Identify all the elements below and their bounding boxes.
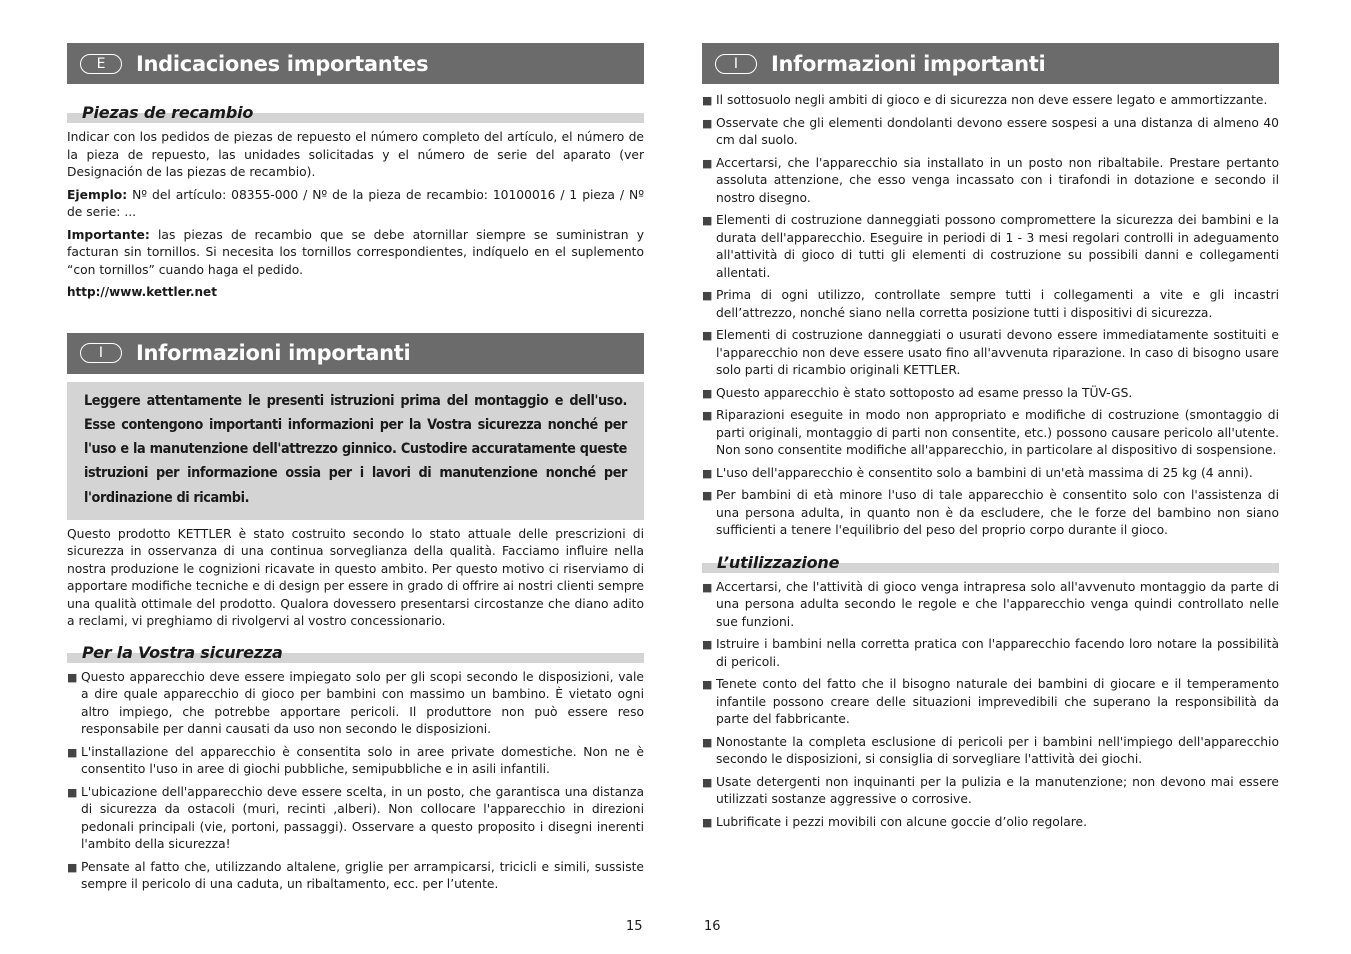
bullet-icon: ■	[702, 815, 713, 829]
section-header-spanish	[67, 43, 644, 84]
bullet-icon: ■	[67, 670, 78, 684]
subheading-usage	[702, 552, 1279, 573]
example-label: Ejemplo:	[67, 187, 128, 202]
list-item: ■ Istruire i bambini nella corretta pratica con l'apparecchio facendo loro notare la possibilità di pericoli.	[702, 637, 1279, 669]
list-item: ■ Il sottosuolo negli ambiti di gioco e di sicurezza non deve essere legato e ammortizzante.	[702, 92, 1279, 110]
section-header-italian	[67, 333, 644, 374]
list-item: ■ L'ubicazione dell'apparecchio deve essere scelta, in un posto, che garantisca una distanza di sicurezza da ostacoli (muri, recinti ,alberi). Non collocare l'apparecchio in direzioni pedonali principali (vie, portoni, passaggi). Osservare a questo proposito i disegni inerenti l'ambito della sicurezza!	[67, 784, 644, 852]
list-item: ■ Nonostante la completa esclusione di pericoli per i bambini nell'impiego dell'apparecchio secondo le disposizioni, si consiglia di sorvegliare l'attività dei giochi.	[702, 734, 1279, 766]
bullet-icon: ■	[702, 386, 713, 400]
bullet-icon: ■	[702, 775, 713, 789]
page-number-right: 16	[704, 919, 721, 934]
left-page	[67, 43, 644, 899]
list-item: ■ Tenete conto del fatto che il bisogno naturale dei bambini di giocare e il temperamento infantile possono creare delle situazioni imprevedibili che superano la responsibilità da parte del fabbricante.	[702, 677, 1279, 726]
list-item: ■ Per bambini di età minore l'uso di tale apparecchio è consentito solo con l'assistenza di una persona adulta, in quanto non è da escludere, che le forze del bambino non siano sufficienti a tenere l'equilibrio del peso del proprio corpo durante il gioco.	[702, 488, 1279, 537]
bullet-icon: ■	[702, 580, 713, 594]
list-item: ■ Osservate che gli elementi dondolanti devono essere sospesi a una distanza di almeno 40 cm dal suolo.	[702, 115, 1279, 147]
example-text: Nº del artículo: 08355-000 / Nº de la pieza de recambio: 10100016 / 1 pieza / Nº de serie: ...	[67, 187, 644, 219]
bullet-icon: ■	[702, 116, 713, 130]
warning-text: Leggere attentamente le presenti istruzioni prima del montaggio e dell'uso. Esse contengono importanti informazioni per la Vostra sicurezza nonché per l'uso e la manutenzione dell'attrezzo ginnico. Custodire accuratamente queste istruzioni per informazione ossia per i lavori di manutenzione nonché per l'ordinazione di ricambi.	[84, 392, 627, 506]
subheading-text: Piezas de recambio	[82, 103, 254, 122]
important-label: Importante:	[67, 227, 150, 242]
bullet-icon: ■	[702, 678, 713, 691]
bullet-icon: ■	[702, 409, 713, 422]
bullet-icon: ■	[702, 735, 713, 749]
language-code-badge: I	[80, 343, 122, 363]
bullet-icon: ■	[702, 214, 713, 227]
important-text: las piezas de recambio que se debe atornillar siempre se suministran y facturan sin tornillos. Si necesita los tornillos correspondientes, indíquelo en el suplemento “con tornillos” cuando haga el pedido.	[67, 227, 644, 277]
subheading-text: L’utilizzazione	[717, 552, 840, 572]
subheading-safety	[67, 642, 644, 663]
intro-paragraph: Questo prodotto KETTLER è stato costruito secondo lo stato attuale delle prescrizioni di sicurezza in osservanza di una continua sorveglianza della qualità. Facciamo influire nella nostra produzione le cognizioni ricavate in questo ambito. Per questo motivo ci riserviamo di apportare modifiche tecniche e di design per essere in grado di offrire ai nostri clienti sempre una qualità ottimale del prodotto. Qualora dovessero presentarsi circostanze che diano adito a reclami, vi preghiamo di rivolgervi al vostro concessionario.	[67, 526, 644, 629]
subheading-spare-parts	[67, 102, 644, 123]
bullet-icon: ■	[67, 785, 78, 799]
example-paragraph	[67, 187, 644, 222]
bullet-icon: ■	[702, 156, 713, 170]
page-number-left: 15	[626, 919, 643, 934]
list-item: ■ L'uso dell'apparecchio è consentito solo a bambini di un'età massima di 25 kg (4 anni).	[702, 465, 1279, 483]
bullet-icon: ■	[702, 489, 713, 502]
list-item: ■ Usate detergenti non inquinanti per la pulizia e la manutenzione; non devono mai essere utilizzati sostanze aggressive o corrosive.	[702, 774, 1279, 806]
section-title: Indicaciones importantes	[136, 51, 429, 76]
bullet-icon: ■	[702, 329, 713, 342]
subheading-text: Per la Vostra sicurezza	[82, 642, 283, 662]
list-item: ■ Accertarsi, che l'attività di gioco venga intrapresa solo all'avvenuto montaggio da parte di una persona adulta secondo le regole e che l'apparecchio venga quindi controllato nelle sue funzioni.	[702, 579, 1279, 629]
list-item: ■ Questo apparecchio è stato sottoposto ad esame presso la TÜV-GS.	[702, 385, 1279, 403]
safety-bullet-list	[67, 669, 644, 894]
list-item: ■ Lubrificate i pezzi movibili con alcune goccie d’olio regolare.	[702, 814, 1279, 832]
section-title: Informazioni importanti	[771, 51, 1046, 76]
list-item: ■ Questo apparecchio deve essere impiegato solo per gli scopi secondo le disposizioni, vale a dire quale apparecchio di gioco per bambini con massimo un bambino. È vietato ogni altro impiego, che potrebbe apportare pericoli. Il produttore non può essere reso responsabile per danni causati da uso non secondo le disposizioni.	[67, 669, 644, 737]
bullet-icon: ■	[702, 466, 713, 480]
list-item: ■ Riparazioni eseguite in modo non appropriato e modifiche di costruzione (smontaggio di parti originali, montaggio di parti non consentite, etc.) possono causare pericolo all'utente. Non sono consentite modifiche all'apparecchio, in particolare al dispositivo di sospensione.	[702, 408, 1279, 457]
usage-bullet-list	[702, 579, 1279, 832]
bullet-icon: ■	[67, 860, 78, 874]
bullet-icon: ■	[67, 745, 78, 759]
section-header-italian	[702, 43, 1279, 84]
list-item: ■ Elementi di costruzione danneggiati o usurati devono essere immediatamente sostituiti e l'apparecchio non deve essere usato fino all'avvenuta riparazione. In caso di bisogno usare solo parti di ricambio originali KETTLER.	[702, 328, 1279, 377]
section-title: Informazioni importanti	[136, 341, 411, 365]
bullet-icon: ■	[702, 638, 713, 651]
list-item: ■ Accertarsi, che l'apparecchio sia installato in un posto non ribaltabile. Prestare pertanto assoluta attenzione, che esso venga incassato con i tirafondi in dotazione e secondo il nostro disegno.	[702, 155, 1279, 205]
website-link[interactable]: http://www.kettler.net	[67, 285, 217, 299]
safety-bullet-list	[702, 92, 1279, 540]
list-item: ■ Elementi di costruzione danneggiati possono compromettere la sicurezza dei bambini e la durata dell'apparecchio. Eseguire in periodi di 1 - 3 mesi regolari controlli in adeguamento all'attività di gioco di tutti gli elementi di costruzione su possibili danni e collegamenti allentati.	[702, 213, 1279, 280]
list-item: ■ L'installazione del apparecchio è consentita solo in aree private domestiche. Non ne è consentito l'uso in aree di giochi pubbliche, semipubbliche e in asili infantili.	[67, 744, 644, 777]
bullet-icon: ■	[702, 289, 713, 302]
warning-box	[67, 382, 644, 520]
language-code-badge: E	[80, 54, 122, 74]
list-item: ■ Prima di ogni utilizzo, controllate sempre tutti i collegamenti a vite e gli incastri dell’attrezzo, nonché siano nella corretta posizione tutti i dispositivi di sicurezza.	[702, 288, 1279, 320]
important-paragraph	[67, 227, 644, 280]
spare-parts-paragraph: Indicar con los pedidos de piezas de repuesto el número completo del artículo, el número de la pieza de repuesto, las unidades solicitadas y el número de serie del aparato (ver Designación de las piezas de recambio).	[67, 130, 644, 179]
list-item: ■ Pensate al fatto che, utilizzando altalene, griglie per arrampicarsi, tricicli e simili, sussiste sempre il pericolo di una caduta, un ribaltamento, ecc. per l’utente.	[67, 859, 644, 892]
bullet-icon: ■	[702, 94, 713, 107]
language-code-badge: I	[715, 54, 757, 74]
right-page	[702, 43, 1279, 836]
